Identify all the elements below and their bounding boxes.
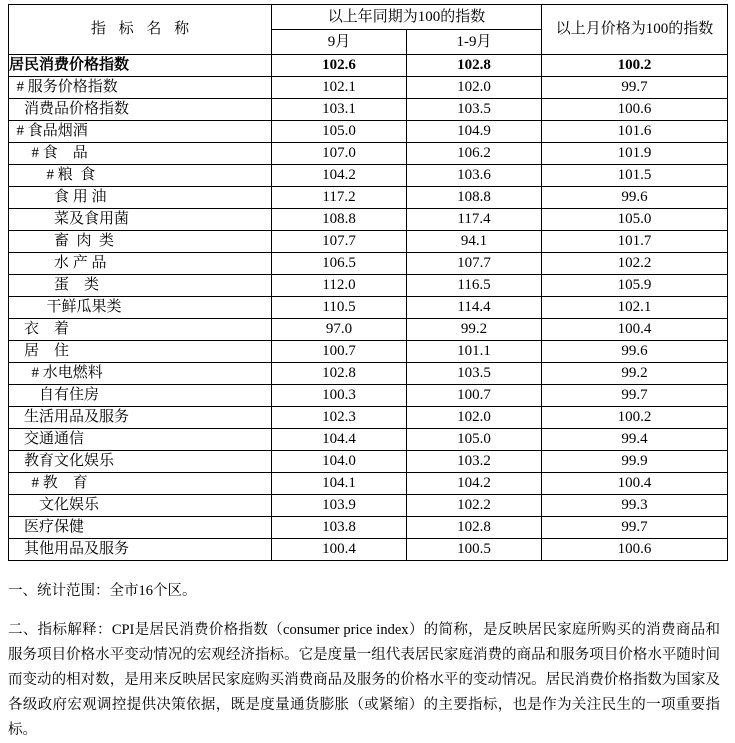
row-label: 食 用 油 <box>9 187 272 209</box>
table-row <box>9 495 728 517</box>
cell-mom: 99.6 <box>542 187 728 209</box>
cell-m9: 102.3 <box>272 407 407 429</box>
cell-m9: 104.2 <box>272 165 407 187</box>
row-label: 居民消费价格指数 <box>9 55 272 77</box>
cell-m9: 105.0 <box>272 121 407 143</box>
cell-m19: 104.9 <box>407 121 542 143</box>
cell-m19: 108.8 <box>407 187 542 209</box>
row-label: 医疗保健 <box>9 517 272 539</box>
table-header <box>9 5 728 55</box>
cell-m9: 102.1 <box>272 77 407 99</box>
cell-mom: 99.7 <box>542 385 728 407</box>
table-row <box>9 539 728 561</box>
row-label: 交通通信 <box>9 429 272 451</box>
row-label: 居 住 <box>9 341 272 363</box>
row-label: 自有住房 <box>9 385 272 407</box>
row-label: 畜 肉 类 <box>9 231 272 253</box>
cell-mom: 105.9 <box>542 275 728 297</box>
cell-m9: 104.4 <box>272 429 407 451</box>
cell-m9: 103.8 <box>272 517 407 539</box>
table-row <box>9 517 728 539</box>
row-label: # 粮 食 <box>9 165 272 187</box>
cell-m9: 103.9 <box>272 495 407 517</box>
cell-m19: 102.0 <box>407 77 542 99</box>
table-row <box>9 429 728 451</box>
cell-m9: 104.1 <box>272 473 407 495</box>
cell-mom: 100.6 <box>542 539 728 561</box>
table-row <box>9 77 728 99</box>
cell-m9: 100.4 <box>272 539 407 561</box>
cell-m19: 103.5 <box>407 363 542 385</box>
row-label: 文化娱乐 <box>9 495 272 517</box>
cell-m19: 100.7 <box>407 385 542 407</box>
cell-m19: 105.0 <box>407 429 542 451</box>
cell-m19: 106.2 <box>407 143 542 165</box>
cell-m9: 100.3 <box>272 385 407 407</box>
cell-m9: 103.1 <box>272 99 407 121</box>
row-label: # 食品烟酒 <box>9 121 272 143</box>
cell-m19: 104.2 <box>407 473 542 495</box>
cell-mom: 101.5 <box>542 165 728 187</box>
table-row <box>9 275 728 297</box>
cell-m9: 104.0 <box>272 451 407 473</box>
row-label: # 服务价格指数 <box>9 77 272 99</box>
table-row <box>9 55 728 77</box>
cell-mom: 99.9 <box>542 451 728 473</box>
table-row <box>9 385 728 407</box>
cell-m9: 107.7 <box>272 231 407 253</box>
cell-m19: 116.5 <box>407 275 542 297</box>
cell-m19: 103.2 <box>407 451 542 473</box>
cell-m19: 102.8 <box>407 55 542 77</box>
row-label: 其他用品及服务 <box>9 539 272 561</box>
note-definition: 二、指标解释：CPI是居民消费价格指数（consumer price index）的简称，是反映居民家庭所购买的消费商品和服务项目价格水平变动情况的宏观经济指标。它是度量一组代表居民家庭消费的商品和服务项目价格水平随时间而变动的相对数，是用来反映居民家庭购买消费商品及服务的价格水平的变动情况。居民消费价格指数为国家及各级政府宏观调控提供决策依据，既是度量通货膨胀（或紧缩）的主要指标，也是作为关注民生的一项重要指标。 <box>8 622 720 738</box>
cell-m9: 110.5 <box>272 297 407 319</box>
table-row <box>9 319 728 341</box>
column-header-indicator-name: 指 标 名 称 <box>9 5 272 55</box>
column-header-mom: 以上月价格为100的指数 <box>542 5 728 55</box>
cell-mom: 99.4 <box>542 429 728 451</box>
cell-m19: 102.0 <box>407 407 542 429</box>
cell-m9: 97.0 <box>272 319 407 341</box>
table-row <box>9 187 728 209</box>
cell-mom: 100.2 <box>542 55 728 77</box>
cell-mom: 105.0 <box>542 209 728 231</box>
row-label: 生活用品及服务 <box>9 407 272 429</box>
row-label: 消费品价格指数 <box>9 99 272 121</box>
row-label: 水 产 品 <box>9 253 272 275</box>
cell-m19: 94.1 <box>407 231 542 253</box>
cell-m9: 107.0 <box>272 143 407 165</box>
column-header-yoy-group: 以上年同期为100的指数 <box>272 5 542 30</box>
table-row <box>9 209 728 231</box>
table-row <box>9 407 728 429</box>
cell-mom: 99.6 <box>542 341 728 363</box>
cell-m9: 100.7 <box>272 341 407 363</box>
cell-mom: 100.4 <box>542 319 728 341</box>
table-row <box>9 143 728 165</box>
cell-m19: 99.2 <box>407 319 542 341</box>
cell-mom: 99.7 <box>542 77 728 99</box>
cell-m19: 107.7 <box>407 253 542 275</box>
row-label: # 水电燃料 <box>9 363 272 385</box>
row-label: # 食 品 <box>9 143 272 165</box>
table-row <box>9 297 728 319</box>
cell-mom: 101.6 <box>542 121 728 143</box>
cell-mom: 100.6 <box>542 99 728 121</box>
cell-m9: 102.8 <box>272 363 407 385</box>
table-row <box>9 231 728 253</box>
table-row <box>9 165 728 187</box>
cell-mom: 101.9 <box>542 143 728 165</box>
table-row <box>9 363 728 385</box>
table-body <box>9 55 728 561</box>
table-header-row-1 <box>9 5 728 30</box>
cell-m9: 112.0 <box>272 275 407 297</box>
cell-m19: 102.2 <box>407 495 542 517</box>
table-row <box>9 473 728 495</box>
cell-mom: 101.7 <box>542 231 728 253</box>
cell-mom: 99.2 <box>542 363 728 385</box>
row-label: # 教 育 <box>9 473 272 495</box>
cell-mom: 99.7 <box>542 517 728 539</box>
row-label: 菜及食用菌 <box>9 209 272 231</box>
row-label: 衣 着 <box>9 319 272 341</box>
table-row <box>9 253 728 275</box>
cell-mom: 102.1 <box>542 297 728 319</box>
cell-m19: 101.1 <box>407 341 542 363</box>
cell-m9: 106.5 <box>272 253 407 275</box>
table-row <box>9 99 728 121</box>
note-scope: 一、统计范围：全市16个区。 <box>8 583 197 599</box>
cpi-table <box>8 4 728 561</box>
table-row <box>9 451 728 473</box>
row-label: 干鲜瓜果类 <box>9 297 272 319</box>
cell-m9: 108.8 <box>272 209 407 231</box>
cell-m19: 100.5 <box>407 539 542 561</box>
cell-m19: 103.6 <box>407 165 542 187</box>
table-row <box>9 121 728 143</box>
cell-mom: 100.4 <box>542 473 728 495</box>
cell-m19: 102.8 <box>407 517 542 539</box>
table-row <box>9 341 728 363</box>
cell-m19: 117.4 <box>407 209 542 231</box>
cell-m19: 114.4 <box>407 297 542 319</box>
cell-mom: 100.2 <box>542 407 728 429</box>
column-header-yoy-september: 9月 <box>272 30 407 55</box>
cell-m9: 102.6 <box>272 55 407 77</box>
row-label: 教育文化娱乐 <box>9 451 272 473</box>
cell-mom: 102.2 <box>542 253 728 275</box>
cell-m19: 103.5 <box>407 99 542 121</box>
row-label: 蛋 类 <box>9 275 272 297</box>
document-page <box>0 4 735 738</box>
column-header-yoy-cumulative: 1-9月 <box>407 30 542 55</box>
cell-m9: 117.2 <box>272 187 407 209</box>
notes-section <box>8 579 720 743</box>
cell-mom: 99.3 <box>542 495 728 517</box>
